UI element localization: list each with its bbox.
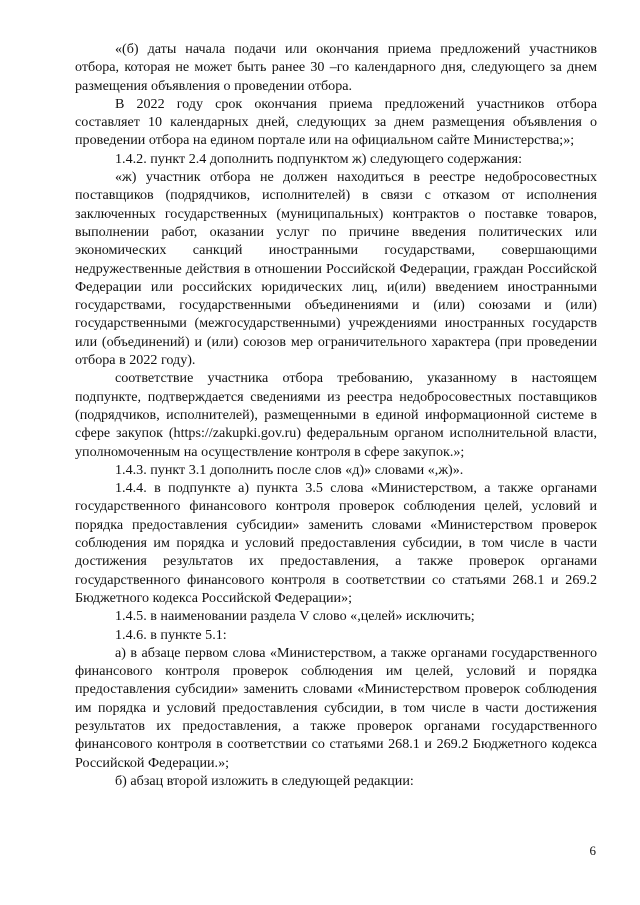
- paragraph-compliance: соответствие участника отбора требованию, указанному в настоящем подпункте, подтверждается сведениями из реестра недобросовестных поставщиков (подрядчиков, исполнителей), размещенными в единой информационной системе в сфере закупок (https://zakupki.gov.ru) федеральным органом исполнительной власти, уполномоченным на осуществление контроля в сфере закупок.»;: [75, 370, 597, 460]
- paragraph-1-4-5: 1.4.5. в наименовании раздела V слово «,целей» исключить;: [115, 608, 475, 625]
- paragraph-item-a: а) в абзаце первом слова «Министерством, а также органами государственного финансового контроля проверок соблюдения им целей, условий и порядка предоставления субсидии» заменить словами «Министерством проверок соблюдения им порядка и условий предоставления субсидии, в том числе в части достижения результатов их предоставления, а также проверок органами государственного финансового контроля в соответствии со статьями 268.1 и 269.2 Бюджетного кодекса Российской Федерации.»;: [75, 644, 597, 771]
- paragraph-1-4-2: 1.4.2. пункт 2.4 дополнить подпунктом ж) следующего содержания:: [115, 150, 523, 167]
- paragraph-1-4-6: 1.4.6. в пункте 5.1:: [115, 626, 227, 643]
- document-body: [75, 40, 597, 790]
- paragraph-item-b: б) абзац второй изложить в следующей редакции:: [115, 772, 414, 789]
- paragraph-1-4-3: 1.4.3. пункт 3.1 дополнить после слов «д)» словами «,ж)».: [115, 461, 464, 478]
- paragraph-item-zh: «ж) участник отбора не должен находиться в реестре недобросовестных поставщиков (подрядчиков, исполнителей) в связи с отказом от исполнения заключенных государственных (муниципальных) контрактов о поставке товаров, выполнении работ, оказании услуг по причине введения политических или экономических санкций иностранными государствами, совершающими недружественные действия в отношении Российской Федерации, граждан Российской Федерации или российских юридических лиц, и(или) введением иностранными государствами, государственными объединениями и (или) союзами и (или) государственными (межгосударственными) учреждениями иностранных государств или (объединений) и (или) союзов мер ограничительного характера (при проведении отбора в 2022 году).: [75, 169, 597, 369]
- paragraph-2022-deadline: В 2022 году срок окончания приема предложений участников отбора составляет 10 календарных дней, следующих за днем размещения объявления о проведении отбора на едином портале или на официальном сайте Министерства;»;: [75, 95, 597, 149]
- paragraph-item-b-dates: «(б) даты начала подачи или окончания приема предложений участников отбора, которая не может быть ранее 30 –го календарного дня, следующего за днем размещения объявления о проведении отбора.: [75, 41, 597, 94]
- paragraph-1-4-4: 1.4.4. в подпункте а) пункта 3.5 слова «Министерством, а также органами государственного финансового контроля проверок соблюдения целей, условий и порядка предоставления субсидии» заменить словами «Министерством проверок соблюдения им порядка и условий предоставления субсидии, в том числе в части достижения результатов их предоставления, а также проверок органами государственного финансового контроля в соответствии со статьями 268.1 и 269.2 Бюджетного кодекса Российской Федерации»;: [75, 480, 597, 606]
- page-number: 6: [589, 843, 596, 858]
